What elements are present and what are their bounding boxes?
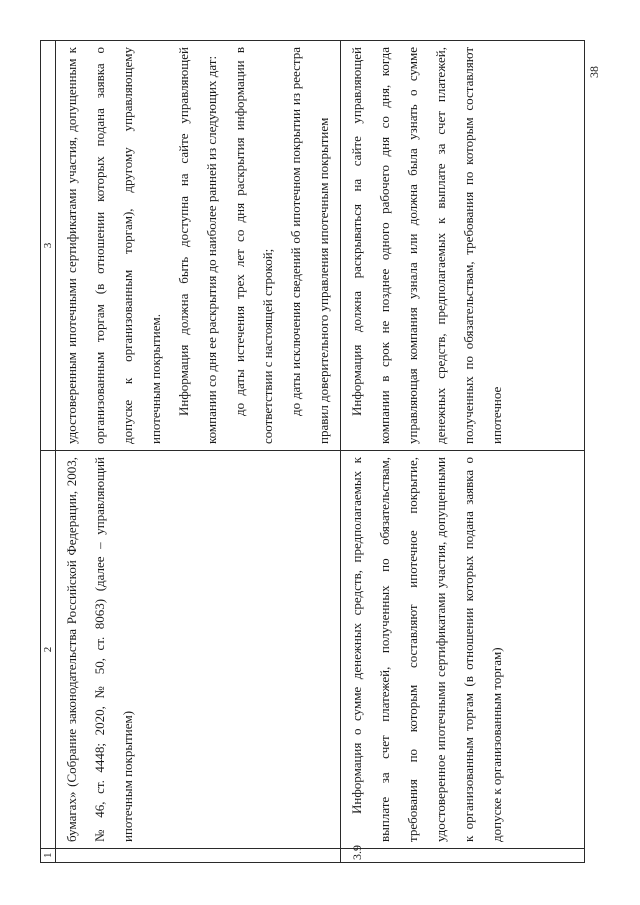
requirement-paragraph: до даты истечения трех лет со дня раскрытия информации в соответствии с настоящей строкой; xyxy=(232,47,275,444)
table-header-row xyxy=(41,41,56,863)
requirement-paragraph: Информация должна раскрываться на сайте управляющей компании в срок не позднее одного рабочего дня со дня, когда управляющая компания узнала или должна была узнать о сумме денежных средств, предполагаемых к выплате за счет платежей, полученных по обязательствам, требования по которым составляют ипотечное xyxy=(349,47,504,444)
description-text: Информация о сумме денежных средств, предполагаемых к выплате за счет платежей, полученных по обязательствам, требования по которым составляют ипотечное покрытие, удостоверенное ипотечными сертификатами участия, допущенными к организованным торгам (в отношении которых подана заявка о допуске к организованным торгам) xyxy=(349,457,504,842)
rotated-page-content xyxy=(40,41,585,863)
disclosure-table xyxy=(40,40,585,863)
page-number: 38 xyxy=(587,66,601,78)
row-description xyxy=(341,451,585,849)
column-header-1: 1 xyxy=(41,849,56,863)
column-header-3: 3 xyxy=(41,41,56,451)
column-header-2: 2 xyxy=(41,451,56,849)
row-description xyxy=(56,451,341,849)
row-requirement xyxy=(56,41,341,451)
description-text: бумагах» (Собрание законодательства Российской Федерации, 2003, № 46, ст. 4448; 2020, № 50, ст. 8063) (далее – управляющий ипотечным покрытием) xyxy=(64,457,135,842)
table-row xyxy=(341,41,585,863)
requirement-paragraph: до даты исключения сведений об ипотечном покрытии из реестра правил доверительного управления ипотечным покрытием xyxy=(288,47,331,444)
row-number xyxy=(56,849,341,863)
row-requirement xyxy=(341,41,585,451)
table-row xyxy=(56,41,341,863)
requirement-paragraph: удостоверенным ипотечными сертификатами участия, допущенным к организованным торгам (в отношении которых подана заявка о допуске к организованным торгам), другому управляющему ипотечным покрытием. xyxy=(64,47,163,444)
row-number: 3.9 xyxy=(341,849,585,863)
requirement-paragraph: Информация должна быть доступна на сайте управляющей компании со дня ее раскрытия до наиболее ранней из следующих дат: xyxy=(176,47,219,444)
